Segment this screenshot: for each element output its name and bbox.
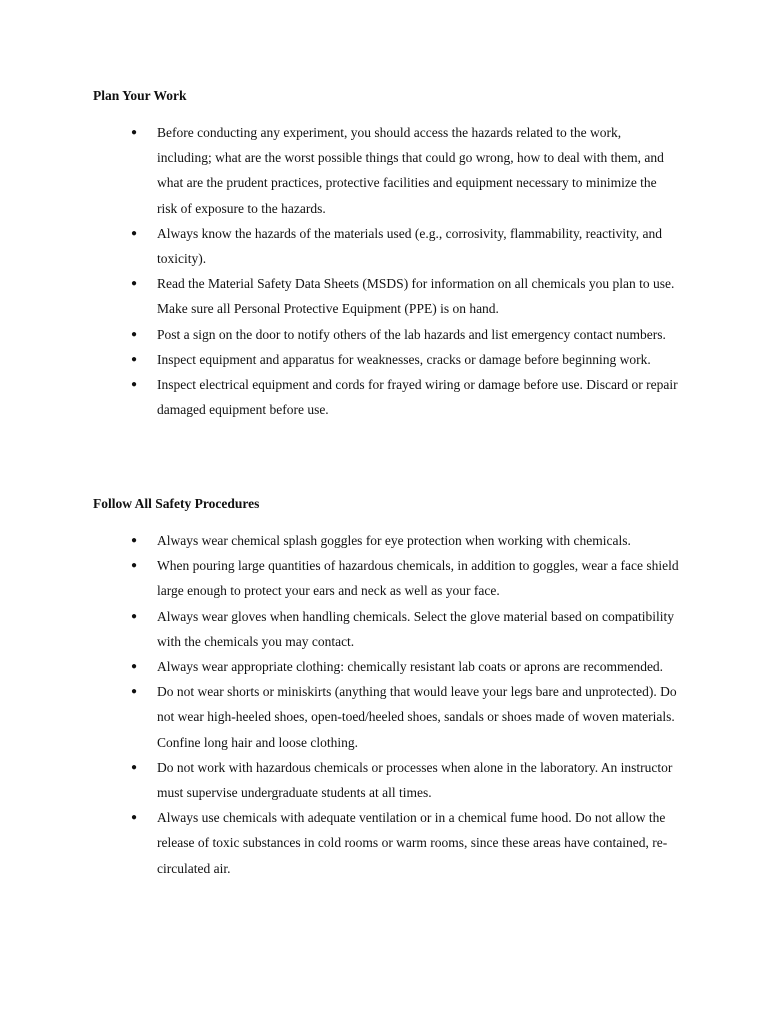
list-item-text: Inspect electrical equipment and cords for frayed wiring or damage before use. Discard or repair damaged equipment before use. <box>157 377 678 418</box>
section-heading-follow-all-safety-procedures: Follow All Safety Procedures <box>93 496 260 511</box>
list-item-text: Inspect equipment and apparatus for weaknesses, cracks or damage before beginning work. <box>157 351 651 367</box>
bullet-icon: ● <box>131 661 138 673</box>
bullet-icon: ● <box>131 560 138 572</box>
list-item-text: Always know the hazards of the materials used (e.g., corrosivity, flammability, reactivity, and toxicity). <box>157 225 662 267</box>
list-item-text: Post a sign on the door to notify others of the lab hazards and list emergency contact numbers. <box>157 326 666 342</box>
bullet-icon: ● <box>131 761 138 773</box>
list-item-text: Do not wear shorts or miniskirts (anything that would leave your legs bare and unprotected). Do not wear high-heeled shoes, open-toed/heeled shoes, sandals or shoes made of woven materials. Confine long hair and loose clothing. <box>157 684 677 750</box>
list-item <box>0 755 679 805</box>
list-item-text: Before conducting any experiment, you should access the hazards related to the work, including; what are the worst possible things that could go wrong, how to deal with them, and what are the prudent practices, protective facilities and equipment necessary to minimize the risk of exposure to the hazards. <box>157 125 664 216</box>
bullet-icon: ● <box>131 686 138 698</box>
list-item <box>0 805 679 881</box>
bullet-icon: ● <box>131 535 138 546</box>
bullet-icon: ● <box>131 227 138 239</box>
list-item-text: Read the Material Safety Data Sheets (MSDS) for information on all chemicals you plan to use. Make sure all Personal Protective Equipment (PPE) is on hand. <box>157 276 675 317</box>
list-item-text: Always wear appropriate clothing: chemically resistant lab coats or aprons are recommended. <box>157 659 664 675</box>
list-item <box>0 322 679 347</box>
list-item-text: When pouring large quantities of hazardous chemicals, in addition to goggles, wear a face shield large enough to protect your ears and neck as well as your face. <box>157 558 679 599</box>
bullet-icon: ● <box>131 812 138 824</box>
list-item <box>0 271 679 321</box>
list-item <box>0 372 679 422</box>
section-heading-plan-your-work: Plan Your Work <box>93 88 187 103</box>
list-item <box>0 679 679 755</box>
list-item <box>0 221 679 271</box>
bullet-icon: ● <box>131 278 138 290</box>
plan-your-work-list <box>0 120 768 422</box>
bullet-icon: ● <box>131 127 138 138</box>
list-item-text: Do not work with hazardous chemicals or processes when alone in the laboratory. An instructor must supervise undergraduate students at all times. <box>157 759 673 801</box>
list-item <box>0 120 679 221</box>
bullet-icon: ● <box>131 379 138 391</box>
list-item-text: Always use chemicals with adequate ventilation or in a chemical fume hood. Do not allow the release of toxic substances in cold rooms or warm rooms, since these areas have contained, re-circulated air. <box>157 810 668 876</box>
safety-procedures-list <box>0 528 768 881</box>
list-item-text: Always wear chemical splash goggles for eye protection when working with chemicals. <box>157 533 631 548</box>
bullet-icon: ● <box>131 353 138 365</box>
bullet-icon: ● <box>131 610 138 622</box>
list-item <box>0 528 679 553</box>
list-item <box>0 654 679 679</box>
list-item <box>0 553 679 603</box>
list-item <box>0 604 679 654</box>
list-item-text: Always wear gloves when handling chemicals. Select the glove material based on compatibility with the chemicals you may contact. <box>157 608 674 649</box>
list-item <box>0 347 679 372</box>
bullet-icon: ● <box>131 328 138 340</box>
